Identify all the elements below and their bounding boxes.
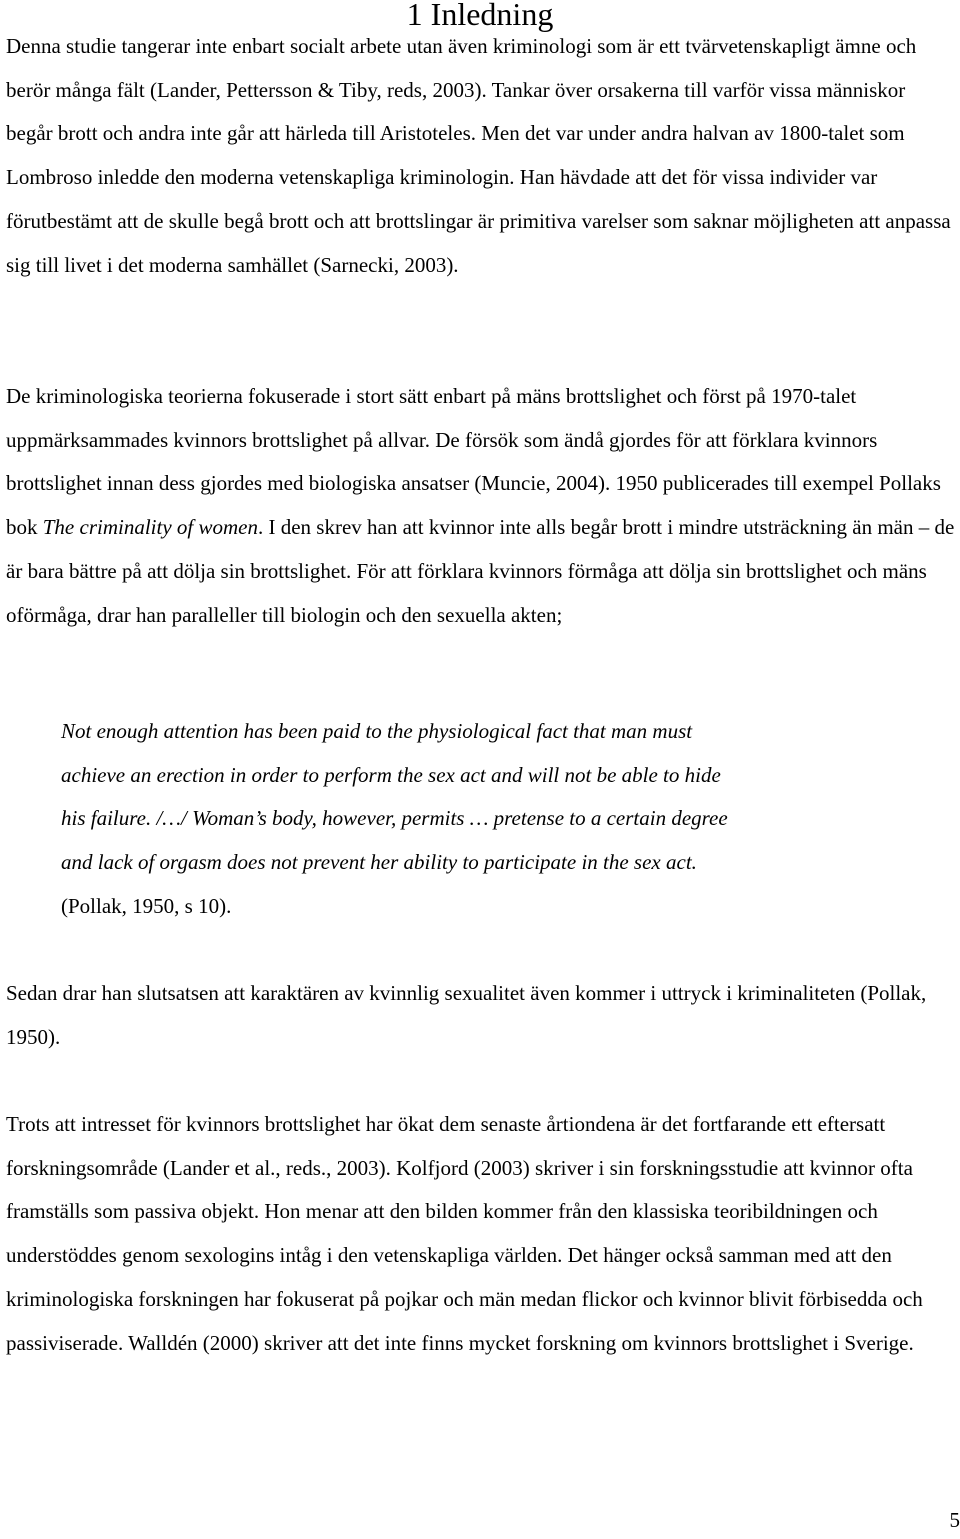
page-number: 5 <box>949 1508 960 1532</box>
quote-line-2: achieve an erection in order to perform the sex act and will not be able to hide <box>61 762 721 787</box>
quote-line-3: his failure. /…/ Woman’s body, however, permits … pretense to a certain degree <box>61 806 728 831</box>
quote-line-1: Not enough attention has been paid to the physiological fact that man must <box>61 719 693 743</box>
quote-citation: (Pollak, 1950, s 10). <box>61 893 232 918</box>
theory-text-before: De kriminologiska teorierna fokuserade i stort sätt enbart på mäns brottslighet och först på 1970-talet uppmärksammades kvinnors brottslighet på allvar. De försök som ändå gjordes för att förklara kvinnors brottslighet innan dess gjordes med biologiska ansatser (Muncie, 2004). 1950 publicerades till exempel Pollaks bok <box>6 384 941 540</box>
block-quote <box>61 710 941 929</box>
conclusion-paragraph: Sedan drar han slutsatsen att karaktären av kvinnlig sexualitet även kommer i uttryck i kriminaliteten (Pollak, 1950). <box>6 981 927 1049</box>
research-paragraph: Trots att intresset för kvinnors brottslighet har ökat dem senaste årtiondena är det fortfarande ett eftersatt forskningsområde (Lander et al., reds., 2003). Kolfjord (2003) skriver i sin forskningsstudie att kvinnor ofta framställs som passiva objekt. Hon menar att den bilden kommer från den klassiska teoribildningen och understöddes genom sexologins intåg i den vetenskapliga världen. Det hänger också samman med att den kriminologiska forskningen har fokuserat på pojkar och män medan flickor och kvinnor blivit förbisedda och passiviserade. Walldén (2000) skriver att det inte finns mycket forskning om kvinnors brottslighet i Sverige. <box>6 1112 923 1355</box>
theory-paragraph <box>6 375 956 637</box>
theory-text-after: . I den skrev han att kvinnor inte alls begår brott i mindre utsträckning än män – de är bara bättre på att dölja sin brottslighet. För att förklara kvinnors förmåga att dölja sin brottslighet och mäns oförmåga, drar han paralleller till biologin och den sexuella akten; <box>6 515 955 627</box>
quote-line-4: and lack of orgasm does not prevent her ability to participate in the sex act. <box>61 850 697 875</box>
page-title: 1 Inledning <box>406 0 554 32</box>
intro-paragraph <box>6 25 956 287</box>
book-title: The criminality of women <box>42 515 258 540</box>
intro-text: Denna studie tangerar inte enbart socialt arbete utan även kriminologi som är ett tvärvetenskapligt ämne och berör många fält (Lander, Pettersson & Tiby, reds, 2003). Tankar över orsakerna till varför vissa människor begår brott och andra inte går att härleda till Aristoteles. Men det var under andra halvan av 1800-talet som Lombroso inledde den moderna vetenskapliga kriminologin. Han hävdade att det för vissa individer var förutbestämt att de skulle begå brott och att brottslingar är primitiva varelser som saknar möjligheten att anpassa sig till livet i det moderna samhället (Sarnecki, 2003). <box>6 34 951 277</box>
